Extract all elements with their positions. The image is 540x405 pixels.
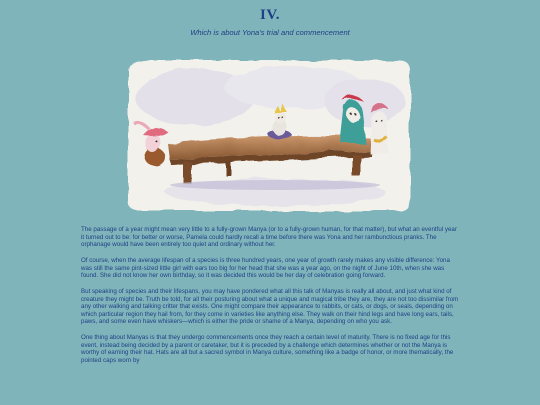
watercolor-illustration [125, 57, 413, 214]
paragraph: Of course, when the average lifespan of a species is three hundred years, one year of growth rarely makes any visible difference: Yona was still the same pint-sized little girl with ears too big for her head that she was a year ago, on the night of June 10th, when she was found. She did not know her own birthday, so it was decided this would be her day of celebration going forward. [81, 256, 450, 280]
chapter-heading: IV. [260, 7, 280, 23]
paragraph: The passage of a year might mean very little to a fully-grown Manya (or to a fully-grown human, for that matter), but what an eventful year it turned out to be: for better or worse, Pamela could hardly recall a time before there was Yona and her rambunctious pranks. The orphanage would have been entirely too quiet and ordinary without her. [81, 226, 457, 249]
paragraph: But speaking of species and their lifespans, you may have pondered what all this talk of Manyas is really all about, and just what kind of creature they might be. Truth be told, for all their posturing about what a unique and magical tribe they are, they are not too dissimilar from any other walking and talking critter that exists. One might compare their appearance to rabbits, or cats, or dogs, or seals, depending on which particular region they hail from, for they come in varieties like anything else. They walk on their hind legs and have long ears, tails, paws, and some even have whiskers—which is either the pride or shame of a Manya, depending on who you ask. [81, 287, 459, 326]
chapter-body [81, 226, 461, 373]
paragraph: One thing about Manyas is that they undergo commencements once they reach a certain level of maturity. There is no fixed age for this event, instead being decided by a parent or caretaker, but it is preceded by a challenge which determines whether or not the Manya is worthy of earning their hat. Hats are all but a sacred symbol in Manya culture, something like a badge of honor, or more thematically, the pointed caps worn by [81, 334, 454, 364]
chapter-subtitle: Which is about Yona's trial and commencement [190, 28, 350, 37]
